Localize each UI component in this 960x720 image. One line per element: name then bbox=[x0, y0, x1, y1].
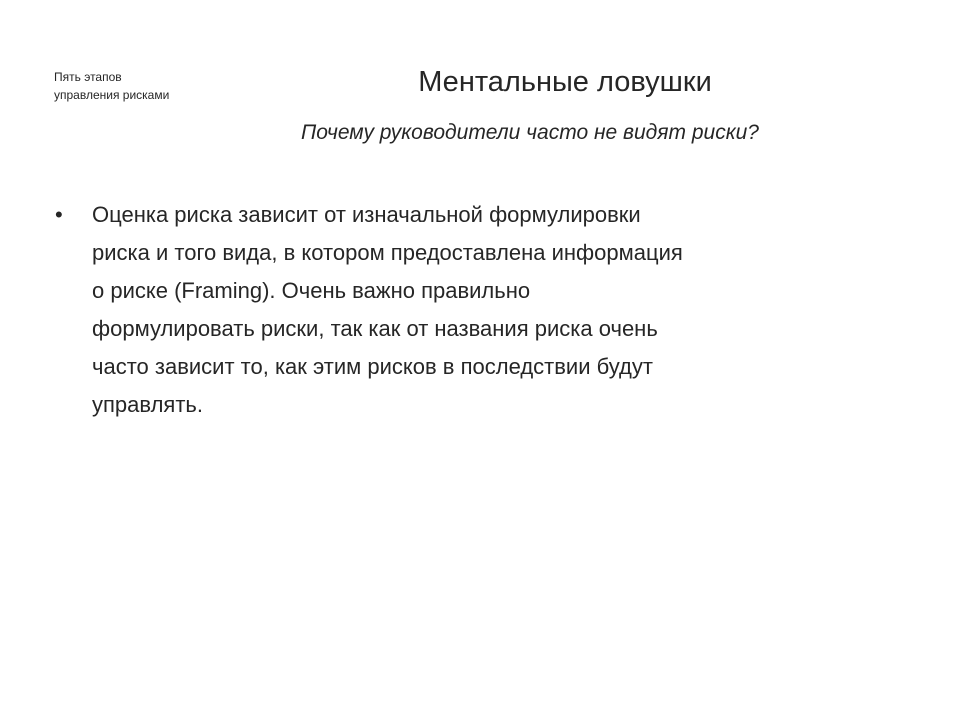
slide-subtitle: Почему руководители часто не видят риски? bbox=[301, 121, 759, 144]
bullet-text-line-1: Оценка риска зависит от изначальной формулировки bbox=[92, 202, 641, 227]
bullet-text-line-2: риска и того вида, в котором предоставлена информация bbox=[92, 240, 683, 265]
section-label-line-2: управления рисками bbox=[54, 88, 170, 102]
bullet-text-line-5: часто зависит то, как этим рисков в последствии будут bbox=[92, 354, 653, 379]
bullet-text-line-6: управлять. bbox=[92, 392, 203, 417]
bullet-item bbox=[55, 196, 895, 424]
section-label-line-1: Пять этапов bbox=[54, 70, 122, 84]
slide-title: Ментальные ловушки bbox=[418, 66, 712, 98]
bullet-text-line-3: о риске (Framing). Очень важно правильно bbox=[92, 278, 531, 303]
bullet-text-line-4: формулировать риски, так как от названия риска очень bbox=[92, 316, 658, 341]
bullet-list bbox=[55, 196, 895, 424]
section-label bbox=[54, 68, 169, 104]
bullet-marker: • bbox=[55, 202, 63, 227]
